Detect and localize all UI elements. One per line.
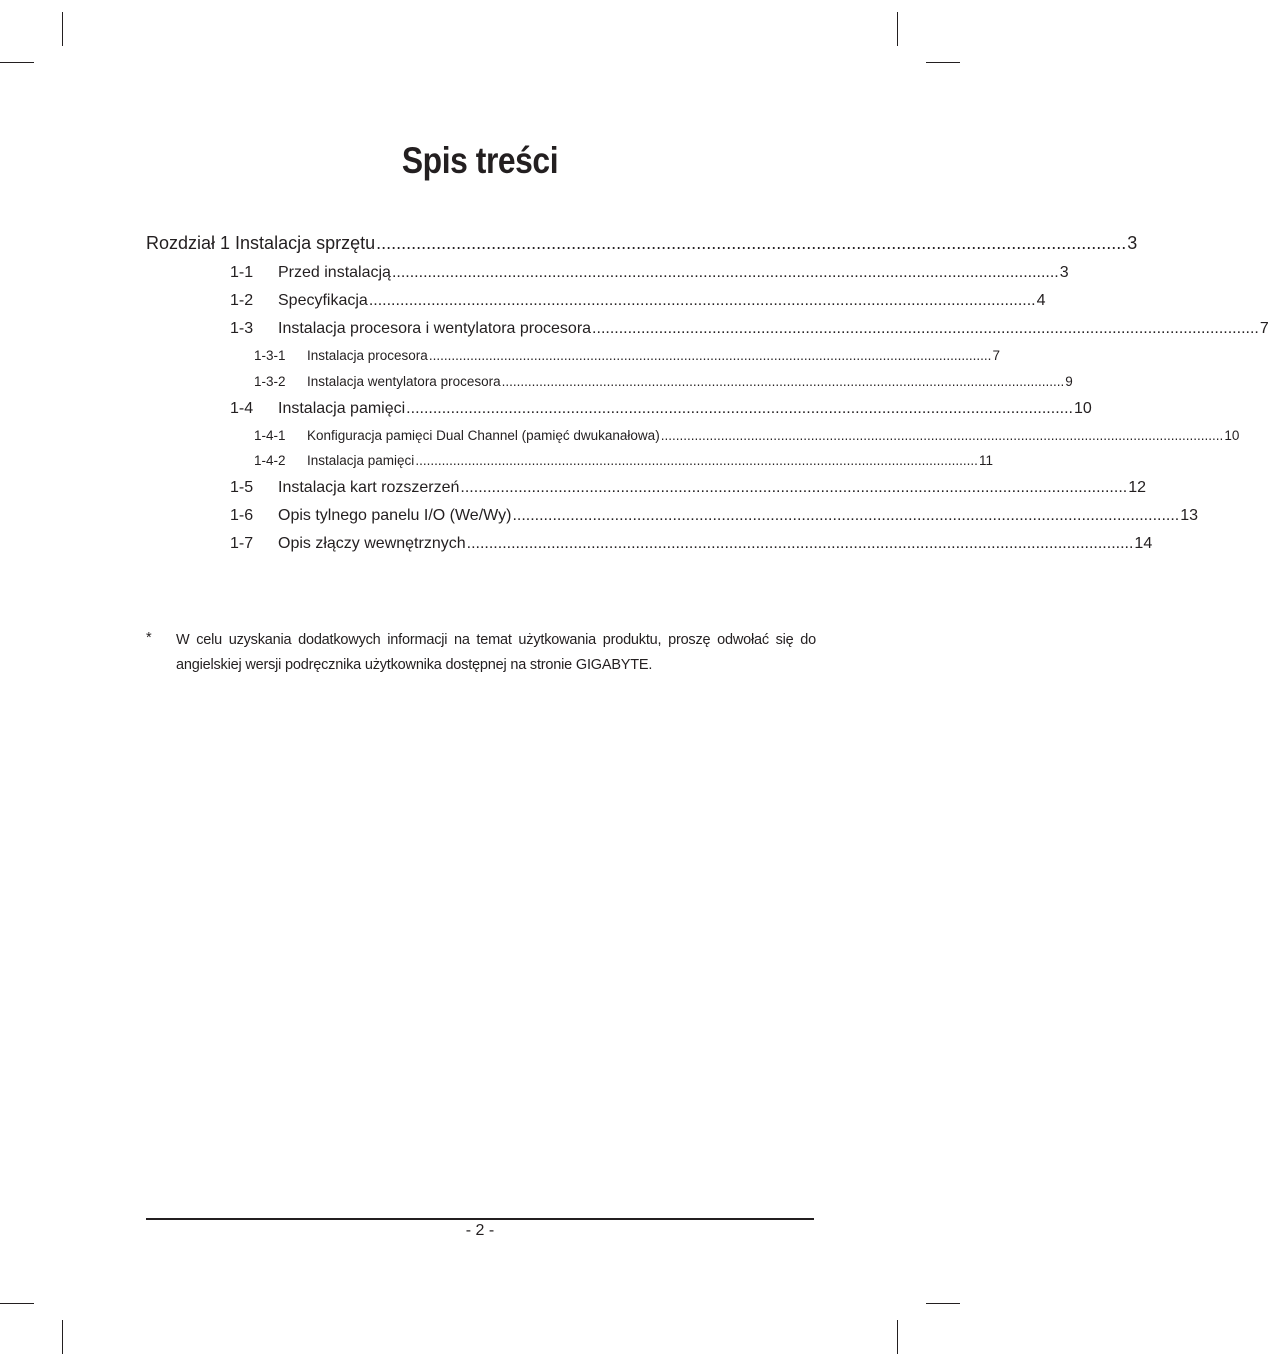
toc-entry-label: Instalacja pamięci — [307, 453, 415, 468]
toc-entry-number: 1-1 — [230, 264, 254, 281]
toc-entry-number: 1-3-1 — [254, 348, 286, 363]
toc-section-entry[interactable] — [230, 320, 1269, 338]
toc-subsection-entry[interactable] — [254, 453, 993, 468]
note-text: W celu uzyskania dodatkowych informacji na temat użytkowania produktu, proszę odwołać się do angielskiej wersji podręcznika użytkownika dostępnej na stronie GIGABYTE. — [176, 632, 816, 673]
toc-entry-page: 12 — [1128, 479, 1146, 496]
toc-entry-number: 1-5 — [230, 479, 254, 496]
crop-mark — [62, 1320, 63, 1354]
crop-mark — [926, 1303, 960, 1304]
crop-mark — [0, 62, 34, 63]
toc-entry-page: 9 — [1065, 374, 1073, 389]
toc-dot-leader: ...................................................................................................................................................... — [391, 264, 1059, 281]
toc-chapter-entry[interactable] — [146, 233, 1138, 254]
toc-entry-label: Instalacja kart rozszerzeń — [278, 479, 460, 496]
toc-entry-page: 3 — [1127, 233, 1138, 253]
toc-section-entry[interactable] — [230, 292, 1046, 310]
page-number: - 2 - — [465, 1222, 495, 1239]
toc-entry-number: 1-3-2 — [254, 374, 286, 389]
crop-mark — [926, 62, 960, 63]
toc-entry-page: 14 — [1134, 535, 1153, 552]
toc-dot-leader: ...................................................................................................................................................... — [376, 233, 1127, 253]
toc-entry-label: Instalacja procesora i wentylatora procesora — [278, 320, 592, 337]
page-title: Spis treści — [401, 140, 559, 181]
toc-entry-number: 1-4 — [230, 400, 254, 417]
toc-entry-number: 1-4-1 — [254, 428, 286, 443]
toc-entry-label: Instalacja wentylatora procesora — [307, 374, 501, 389]
toc-entry-page: 4 — [1036, 292, 1046, 309]
toc-entry-page: 7 — [992, 348, 1000, 363]
toc-section-entry[interactable] — [230, 507, 1199, 525]
toc-entry-page: 3 — [1059, 264, 1069, 281]
toc-entry-number: 1-6 — [230, 507, 254, 524]
toc-entry-label: Opis tylnego panelu I/O (We/Wy) — [278, 507, 512, 524]
toc-entry-page: 13 — [1180, 507, 1199, 524]
toc-section-entry[interactable] — [230, 264, 1069, 282]
footer-divider — [146, 1218, 814, 1220]
toc-section-entry[interactable] — [230, 535, 1153, 553]
toc-dot-leader: ...................................................................................................................................................... — [368, 292, 1036, 309]
toc-dot-leader: ...................................................................................................................................................... — [460, 479, 1128, 496]
toc-entry-number: 1-4-2 — [254, 453, 286, 468]
toc-section-entry[interactable] — [230, 400, 1092, 418]
toc-entry-label: Specyfikacja — [278, 292, 368, 309]
toc-subsection-entry[interactable] — [254, 428, 1240, 443]
toc-entry-label: Konfiguracja pamięci Dual Channel (pamięć dwukanałowa) — [307, 428, 660, 443]
toc-dot-leader: ...................................................................................................................................................... — [466, 535, 1134, 552]
note-asterisk: * — [146, 630, 152, 646]
toc-dot-leader: ...................................................................................................................................................... — [592, 320, 1259, 337]
toc-entry-page: 11 — [978, 453, 993, 468]
toc-dot-leader: ...................................................................................................................................................... — [406, 400, 1073, 417]
crop-mark — [62, 12, 63, 46]
crop-mark — [897, 1320, 898, 1354]
toc-dot-leader: ...................................................................................................................................................... — [415, 453, 978, 468]
toc-subsection-entry[interactable] — [254, 374, 1073, 389]
toc-entry-number: 1-3 — [230, 320, 254, 337]
toc-dot-leader: ...................................................................................................................................................... — [512, 507, 1180, 524]
toc-entry-number: 1-7 — [230, 535, 254, 552]
toc-entry-number: 1-2 — [230, 292, 254, 309]
toc-dot-leader: ...................................................................................................................................................... — [660, 428, 1224, 443]
toc-entry-page: 10 — [1073, 400, 1092, 417]
crop-mark — [897, 12, 898, 46]
toc-entry-page: 7 — [1259, 320, 1269, 337]
toc-entry-label: Przed instalacją — [278, 264, 391, 281]
toc-entry-label: Rozdział 1 Instalacja sprzętu — [146, 233, 376, 253]
toc-entry-label: Opis złączy wewnętrznych — [278, 535, 466, 552]
toc-section-entry[interactable] — [230, 479, 1146, 497]
toc-entry-page: 10 — [1224, 428, 1240, 443]
crop-mark — [0, 1303, 34, 1304]
toc-entry-label: Instalacja procesora — [307, 348, 428, 363]
toc-subsection-entry[interactable] — [254, 348, 1000, 363]
toc-dot-leader: ...................................................................................................................................................... — [501, 374, 1065, 389]
toc-dot-leader: ...................................................................................................................................................... — [428, 348, 992, 363]
toc-entry-label: Instalacja pamięci — [278, 400, 406, 417]
